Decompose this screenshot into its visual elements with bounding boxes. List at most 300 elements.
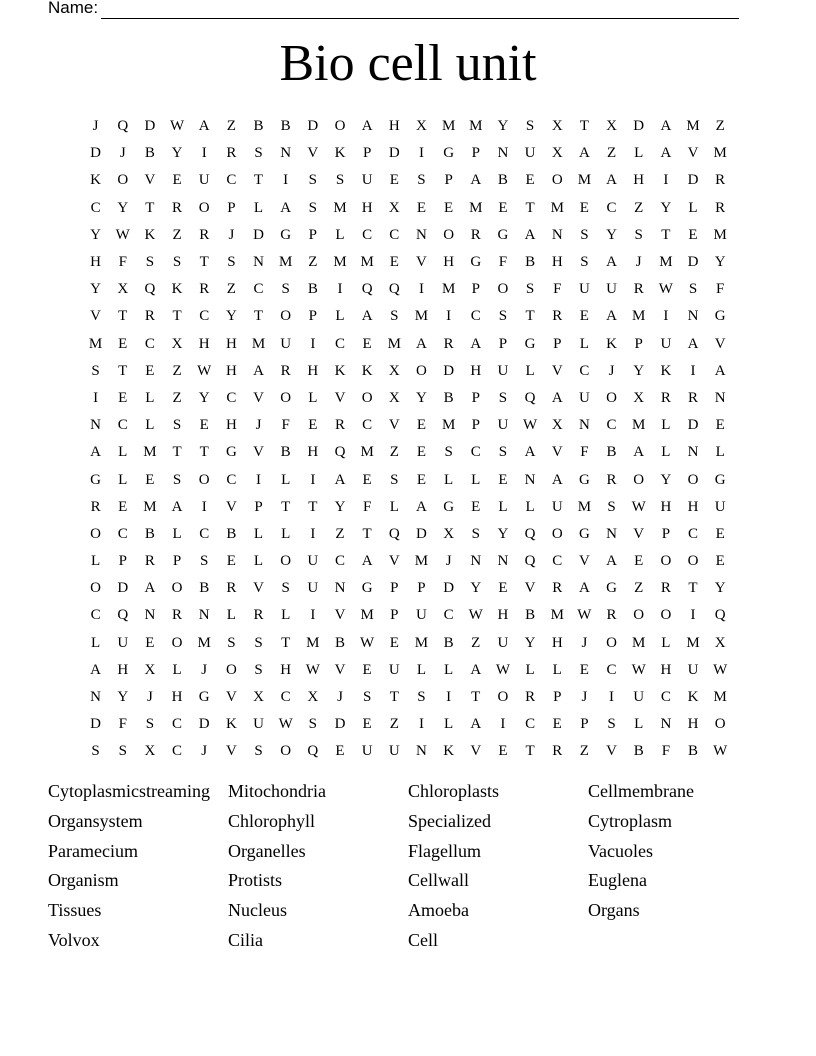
grid-letter[interactable]: O: [497, 281, 509, 298]
grid-letter[interactable]: R: [688, 389, 699, 406]
grid-letter[interactable]: Z: [308, 254, 318, 271]
grid-letter[interactable]: C: [525, 716, 536, 733]
grid-letter[interactable]: P: [308, 308, 317, 325]
grid-letter[interactable]: L: [335, 308, 345, 325]
grid-letter[interactable]: O: [606, 389, 617, 406]
grid-letter[interactable]: Y: [633, 362, 645, 379]
grid-letter[interactable]: O: [90, 525, 101, 542]
grid-letter[interactable]: S: [281, 281, 290, 298]
grid-letter[interactable]: B: [443, 389, 454, 406]
grid-letter[interactable]: A: [416, 335, 427, 352]
grid-letter[interactable]: C: [334, 553, 345, 570]
grid-letter[interactable]: S: [227, 634, 236, 651]
grid-letter[interactable]: C: [226, 172, 237, 189]
grid-letter[interactable]: N: [198, 607, 210, 624]
grid-letter[interactable]: E: [579, 661, 589, 678]
grid-letter[interactable]: N: [90, 417, 101, 434]
grid-letter[interactable]: W: [713, 661, 728, 678]
grid-letter[interactable]: A: [416, 498, 427, 515]
grid-letter[interactable]: U: [551, 498, 563, 515]
grid-letter[interactable]: Y: [470, 580, 482, 597]
grid-letter[interactable]: A: [334, 471, 346, 488]
grid-letter[interactable]: D: [416, 525, 427, 542]
grid-letter[interactable]: L: [253, 199, 264, 216]
grid-letter[interactable]: H: [660, 498, 672, 515]
grid-letter[interactable]: Y: [117, 689, 129, 706]
grid-letter[interactable]: J: [228, 226, 235, 243]
grid-letter[interactable]: U: [497, 362, 509, 379]
grid-letter[interactable]: I: [609, 689, 615, 706]
grid-letter[interactable]: V: [551, 362, 563, 379]
grid-letter[interactable]: E: [389, 254, 399, 271]
grid-letter[interactable]: R: [144, 308, 155, 325]
grid-letter[interactable]: O: [198, 199, 210, 216]
grid-letter[interactable]: T: [253, 172, 264, 189]
grid-letter[interactable]: Y: [497, 525, 509, 542]
grid-letter[interactable]: G: [443, 498, 455, 515]
grid-letter[interactable]: U: [714, 498, 726, 515]
grid-letter[interactable]: B: [688, 743, 699, 760]
grid-letter[interactable]: J: [635, 254, 642, 271]
grid-letter[interactable]: W: [197, 362, 212, 379]
grid-letter[interactable]: U: [660, 335, 672, 352]
grid-letter[interactable]: O: [687, 471, 699, 488]
grid-letter[interactable]: E: [199, 417, 209, 434]
grid-letter[interactable]: C: [90, 607, 101, 624]
grid-letter[interactable]: Q: [307, 743, 319, 760]
grid-letter[interactable]: L: [688, 199, 698, 216]
grid-letter[interactable]: V: [144, 172, 156, 189]
grid-letter[interactable]: Z: [335, 525, 345, 542]
grid-letter[interactable]: X: [253, 689, 264, 706]
grid-letter[interactable]: J: [337, 689, 343, 706]
grid-letter[interactable]: A: [144, 580, 156, 597]
grid-letter[interactable]: Q: [388, 525, 400, 542]
grid-letter[interactable]: B: [144, 145, 155, 162]
grid-letter[interactable]: X: [171, 335, 183, 352]
grid-letter[interactable]: U: [307, 553, 319, 570]
grid-letter[interactable]: N: [90, 689, 101, 706]
grid-letter[interactable]: M: [686, 634, 700, 651]
grid-letter[interactable]: C: [688, 525, 699, 542]
grid-letter[interactable]: M: [251, 335, 266, 352]
grid-letter[interactable]: C: [172, 743, 183, 760]
grid-letter[interactable]: V: [307, 145, 319, 162]
grid-letter[interactable]: X: [551, 417, 563, 434]
grid-letter[interactable]: L: [172, 661, 182, 678]
grid-letter[interactable]: R: [253, 607, 264, 624]
grid-letter[interactable]: O: [551, 525, 563, 542]
grid-letter[interactable]: S: [417, 689, 426, 706]
grid-letter[interactable]: T: [579, 118, 589, 135]
grid-letter[interactable]: L: [715, 444, 725, 461]
grid-letter[interactable]: P: [471, 389, 480, 406]
grid-letter[interactable]: F: [498, 254, 508, 271]
grid-letter[interactable]: B: [280, 118, 291, 135]
grid-letter[interactable]: A: [606, 254, 617, 271]
grid-letter[interactable]: V: [524, 580, 536, 597]
grid-letter[interactable]: O: [280, 308, 292, 325]
grid-letter[interactable]: D: [443, 362, 455, 379]
grid-letter[interactable]: J: [581, 689, 588, 706]
grid-letter[interactable]: K: [334, 145, 346, 162]
grid-letter[interactable]: U: [280, 335, 292, 352]
grid-letter[interactable]: S: [254, 743, 263, 760]
grid-letter[interactable]: H: [660, 661, 672, 678]
grid-letter[interactable]: H: [90, 254, 101, 271]
grid-letter[interactable]: P: [308, 226, 317, 243]
grid-letter[interactable]: C: [606, 417, 617, 434]
grid-letter[interactable]: E: [525, 172, 535, 189]
grid-letter[interactable]: U: [388, 743, 400, 760]
grid-letter[interactable]: S: [417, 172, 426, 189]
grid-letter[interactable]: H: [198, 335, 210, 352]
grid-letter[interactable]: L: [661, 417, 671, 434]
grid-letter[interactable]: E: [145, 362, 155, 379]
grid-letter[interactable]: L: [661, 634, 671, 651]
grid-letter[interactable]: N: [253, 254, 264, 271]
grid-letter[interactable]: T: [145, 199, 155, 216]
grid-letter[interactable]: S: [172, 254, 182, 271]
grid-letter[interactable]: M: [88, 335, 103, 352]
grid-letter[interactable]: M: [143, 444, 157, 461]
grid-letter[interactable]: E: [308, 417, 318, 434]
grid-letter[interactable]: B: [144, 525, 155, 542]
grid-letter[interactable]: O: [551, 172, 563, 189]
grid-letter[interactable]: T: [688, 580, 698, 597]
grid-letter[interactable]: C: [117, 525, 128, 542]
grid-letter[interactable]: A: [253, 362, 264, 379]
grid-letter[interactable]: P: [227, 199, 236, 216]
grid-letter[interactable]: Q: [361, 281, 373, 298]
grid-letter[interactable]: F: [281, 417, 290, 434]
grid-letter[interactable]: C: [660, 689, 671, 706]
grid-letter[interactable]: Q: [388, 281, 400, 298]
grid-letter[interactable]: I: [690, 362, 696, 379]
grid-letter[interactable]: R: [552, 580, 563, 597]
grid-letter[interactable]: T: [172, 444, 182, 461]
grid-letter[interactable]: D: [90, 145, 101, 162]
grid-letter[interactable]: V: [334, 607, 346, 624]
grid-letter[interactable]: M: [143, 498, 157, 515]
grid-letter[interactable]: A: [470, 661, 482, 678]
grid-letter[interactable]: X: [307, 689, 319, 706]
grid-letter[interactable]: S: [525, 281, 535, 298]
grid-letter[interactable]: O: [361, 389, 373, 406]
grid-letter[interactable]: W: [577, 607, 592, 624]
grid-letter[interactable]: O: [633, 607, 645, 624]
grid-letter[interactable]: A: [660, 145, 672, 162]
grid-letter[interactable]: X: [633, 389, 645, 406]
grid-letter[interactable]: P: [390, 607, 399, 624]
grid-letter[interactable]: S: [607, 716, 616, 733]
grid-letter[interactable]: T: [471, 689, 481, 706]
grid-letter[interactable]: R: [552, 743, 563, 760]
grid-letter[interactable]: Z: [634, 580, 644, 597]
grid-letter[interactable]: Q: [334, 444, 346, 461]
grid-letter[interactable]: S: [145, 716, 155, 733]
grid-letter[interactable]: H: [687, 498, 699, 515]
grid-letter[interactable]: G: [578, 525, 590, 542]
grid-letter[interactable]: O: [660, 607, 672, 624]
grid-letter[interactable]: Z: [172, 362, 182, 379]
grid-letter[interactable]: Y: [660, 471, 672, 488]
grid-letter[interactable]: S: [308, 172, 317, 189]
grid-letter[interactable]: R: [443, 335, 454, 352]
grid-letter[interactable]: E: [118, 335, 128, 352]
grid-letter[interactable]: N: [280, 145, 292, 162]
grid-letter[interactable]: S: [254, 145, 263, 162]
grid-letter[interactable]: B: [443, 634, 454, 651]
grid-letter[interactable]: A: [660, 118, 672, 135]
name-underline[interactable]: [101, 1, 739, 19]
grid-letter[interactable]: O: [660, 553, 672, 570]
grid-letter[interactable]: M: [360, 254, 374, 271]
grid-letter[interactable]: M: [686, 118, 700, 135]
grid-letter[interactable]: F: [118, 716, 127, 733]
grid-letter[interactable]: U: [497, 634, 509, 651]
grid-letter[interactable]: N: [497, 145, 509, 162]
grid-letter[interactable]: Z: [172, 226, 182, 243]
grid-letter[interactable]: C: [334, 335, 345, 352]
grid-letter[interactable]: E: [715, 417, 725, 434]
grid-letter[interactable]: A: [551, 389, 563, 406]
grid-letter[interactable]: K: [171, 281, 183, 298]
grid-letter[interactable]: F: [362, 498, 372, 515]
grid-letter[interactable]: L: [226, 607, 236, 624]
grid-letter[interactable]: P: [471, 281, 480, 298]
grid-letter[interactable]: L: [118, 471, 128, 488]
grid-letter[interactable]: Y: [171, 145, 183, 162]
grid-letter[interactable]: T: [172, 308, 182, 325]
grid-letter[interactable]: G: [524, 335, 536, 352]
grid-letter[interactable]: O: [334, 118, 346, 135]
grid-letter[interactable]: Q: [144, 281, 156, 298]
grid-letter[interactable]: L: [90, 634, 101, 651]
grid-letter[interactable]: I: [446, 689, 452, 706]
grid-letter[interactable]: B: [606, 444, 617, 461]
grid-letter[interactable]: S: [444, 444, 453, 461]
grid-letter[interactable]: S: [390, 471, 399, 488]
grid-letter[interactable]: P: [444, 172, 453, 189]
grid-letter[interactable]: D: [633, 118, 645, 135]
grid-letter[interactable]: L: [172, 525, 182, 542]
grid-letter[interactable]: S: [200, 553, 209, 570]
grid-letter[interactable]: K: [443, 743, 455, 760]
grid-letter[interactable]: I: [663, 308, 669, 325]
grid-letter[interactable]: M: [441, 118, 456, 135]
grid-letter[interactable]: H: [225, 362, 237, 379]
grid-letter[interactable]: V: [687, 145, 699, 162]
grid-letter[interactable]: A: [361, 553, 373, 570]
grid-letter[interactable]: J: [92, 118, 99, 135]
grid-letter[interactable]: U: [307, 580, 319, 597]
grid-letter[interactable]: H: [225, 417, 237, 434]
grid-letter[interactable]: E: [416, 417, 427, 434]
grid-letter[interactable]: S: [634, 226, 643, 243]
grid-letter[interactable]: R: [715, 199, 726, 216]
grid-letter[interactable]: O: [280, 389, 292, 406]
grid-letter[interactable]: V: [90, 308, 101, 325]
grid-letter[interactable]: S: [145, 254, 155, 271]
grid-letter[interactable]: E: [362, 716, 372, 733]
grid-letter[interactable]: E: [389, 172, 399, 189]
grid-letter[interactable]: C: [470, 308, 481, 325]
grid-letter[interactable]: M: [197, 634, 211, 651]
grid-letter[interactable]: B: [226, 525, 237, 542]
grid-letter[interactable]: E: [335, 743, 345, 760]
grid-letter[interactable]: M: [360, 607, 374, 624]
grid-letter[interactable]: X: [388, 199, 400, 216]
grid-letter[interactable]: I: [201, 145, 207, 162]
grid-letter[interactable]: R: [144, 553, 155, 570]
grid-letter[interactable]: Z: [634, 199, 644, 216]
grid-letter[interactable]: C: [443, 607, 454, 624]
grid-letter[interactable]: X: [388, 389, 400, 406]
grid-letter[interactable]: H: [470, 362, 482, 379]
grid-letter[interactable]: N: [470, 553, 482, 570]
grid-letter[interactable]: X: [443, 525, 455, 542]
grid-letter[interactable]: E: [118, 389, 128, 406]
grid-letter[interactable]: O: [497, 689, 509, 706]
grid-letter[interactable]: M: [414, 308, 429, 325]
grid-letter[interactable]: M: [713, 145, 727, 162]
grid-letter[interactable]: R: [660, 389, 671, 406]
grid-letter[interactable]: L: [444, 661, 454, 678]
grid-letter[interactable]: M: [659, 254, 673, 271]
grid-letter[interactable]: O: [171, 634, 183, 651]
grid-letter[interactable]: P: [471, 417, 480, 434]
grid-letter[interactable]: E: [416, 199, 427, 216]
grid-letter[interactable]: E: [498, 580, 508, 597]
grid-letter[interactable]: F: [580, 444, 589, 461]
grid-letter[interactable]: A: [606, 553, 617, 570]
grid-letter[interactable]: M: [333, 254, 347, 271]
grid-letter[interactable]: A: [470, 716, 482, 733]
grid-letter[interactable]: T: [389, 689, 399, 706]
grid-letter[interactable]: O: [225, 661, 237, 678]
grid-letter[interactable]: K: [361, 362, 373, 379]
grid-letter[interactable]: S: [308, 716, 317, 733]
grid-letter[interactable]: Z: [606, 145, 617, 162]
grid-letter[interactable]: P: [661, 525, 671, 542]
grid-letter[interactable]: A: [687, 335, 699, 352]
grid-letter[interactable]: Y: [198, 389, 210, 406]
grid-letter[interactable]: E: [362, 335, 372, 352]
grid-letter[interactable]: M: [550, 199, 564, 216]
grid-letter[interactable]: S: [471, 525, 480, 542]
grid-letter[interactable]: I: [310, 525, 316, 542]
grid-letter[interactable]: M: [414, 553, 429, 570]
grid-letter[interactable]: E: [444, 199, 454, 216]
grid-letter[interactable]: Y: [714, 580, 726, 597]
grid-letter[interactable]: K: [225, 716, 237, 733]
grid-letter[interactable]: W: [468, 607, 483, 624]
grid-letter[interactable]: P: [172, 553, 182, 570]
grid-letter[interactable]: Q: [524, 553, 536, 570]
grid-letter[interactable]: Y: [660, 199, 672, 216]
grid-letter[interactable]: X: [606, 118, 617, 135]
grid-letter[interactable]: L: [525, 661, 535, 678]
grid-letter[interactable]: V: [388, 417, 400, 434]
grid-letter[interactable]: A: [551, 471, 563, 488]
grid-letter[interactable]: P: [634, 335, 643, 352]
grid-letter[interactable]: E: [362, 661, 372, 678]
grid-letter[interactable]: G: [714, 471, 726, 488]
grid-letter[interactable]: D: [253, 226, 264, 243]
grid-letter[interactable]: W: [713, 743, 728, 760]
grid-letter[interactable]: M: [333, 199, 347, 216]
grid-letter[interactable]: S: [172, 471, 182, 488]
grid-letter[interactable]: R: [199, 226, 210, 243]
grid-letter[interactable]: O: [443, 226, 455, 243]
grid-letter[interactable]: B: [253, 118, 264, 135]
grid-letter[interactable]: S: [91, 743, 100, 760]
grid-letter[interactable]: X: [388, 362, 400, 379]
grid-letter[interactable]: V: [714, 335, 726, 352]
grid-letter[interactable]: N: [687, 444, 699, 461]
grid-letter[interactable]: A: [90, 444, 101, 461]
grid-letter[interactable]: X: [144, 661, 156, 678]
grid-letter[interactable]: D: [90, 716, 101, 733]
grid-letter[interactable]: N: [606, 525, 617, 542]
grid-letter[interactable]: P: [362, 145, 372, 162]
grid-letter[interactable]: D: [687, 172, 699, 189]
grid-letter[interactable]: A: [90, 661, 101, 678]
grid-letter[interactable]: Z: [715, 118, 725, 135]
grid-letter[interactable]: P: [553, 689, 562, 706]
grid-letter[interactable]: A: [633, 444, 645, 461]
grid-letter[interactable]: C: [552, 553, 563, 570]
grid-letter[interactable]: M: [577, 172, 592, 189]
grid-letter[interactable]: M: [713, 226, 727, 243]
grid-letter[interactable]: G: [361, 580, 373, 597]
grid-letter[interactable]: U: [578, 281, 590, 298]
grid-letter[interactable]: X: [551, 145, 563, 162]
grid-letter[interactable]: L: [634, 145, 644, 162]
grid-letter[interactable]: E: [145, 634, 155, 651]
grid-letter[interactable]: P: [580, 716, 589, 733]
grid-letter[interactable]: H: [388, 118, 400, 135]
grid-letter[interactable]: S: [308, 199, 317, 216]
grid-letter[interactable]: I: [93, 389, 99, 406]
grid-letter[interactable]: C: [579, 362, 590, 379]
grid-letter[interactable]: D: [334, 716, 346, 733]
grid-letter[interactable]: I: [310, 607, 316, 624]
grid-letter[interactable]: I: [446, 308, 452, 325]
grid-letter[interactable]: C: [226, 389, 237, 406]
grid-letter[interactable]: H: [687, 716, 699, 733]
grid-letter[interactable]: J: [581, 634, 588, 651]
grid-letter[interactable]: Y: [714, 254, 726, 271]
grid-letter[interactable]: M: [632, 634, 646, 651]
grid-letter[interactable]: G: [198, 689, 210, 706]
grid-letter[interactable]: J: [255, 417, 262, 434]
grid-letter[interactable]: T: [118, 362, 128, 379]
grid-letter[interactable]: W: [631, 498, 646, 515]
grid-letter[interactable]: E: [416, 444, 427, 461]
grid-letter[interactable]: S: [172, 417, 182, 434]
grid-letter[interactable]: L: [471, 471, 481, 488]
grid-letter[interactable]: Y: [606, 226, 617, 243]
grid-letter[interactable]: L: [145, 417, 155, 434]
grid-letter[interactable]: V: [334, 389, 346, 406]
grid-letter[interactable]: E: [172, 172, 182, 189]
grid-letter[interactable]: U: [578, 389, 590, 406]
grid-letter[interactable]: V: [253, 389, 264, 406]
grid-letter[interactable]: M: [469, 199, 483, 216]
grid-letter[interactable]: L: [308, 389, 318, 406]
